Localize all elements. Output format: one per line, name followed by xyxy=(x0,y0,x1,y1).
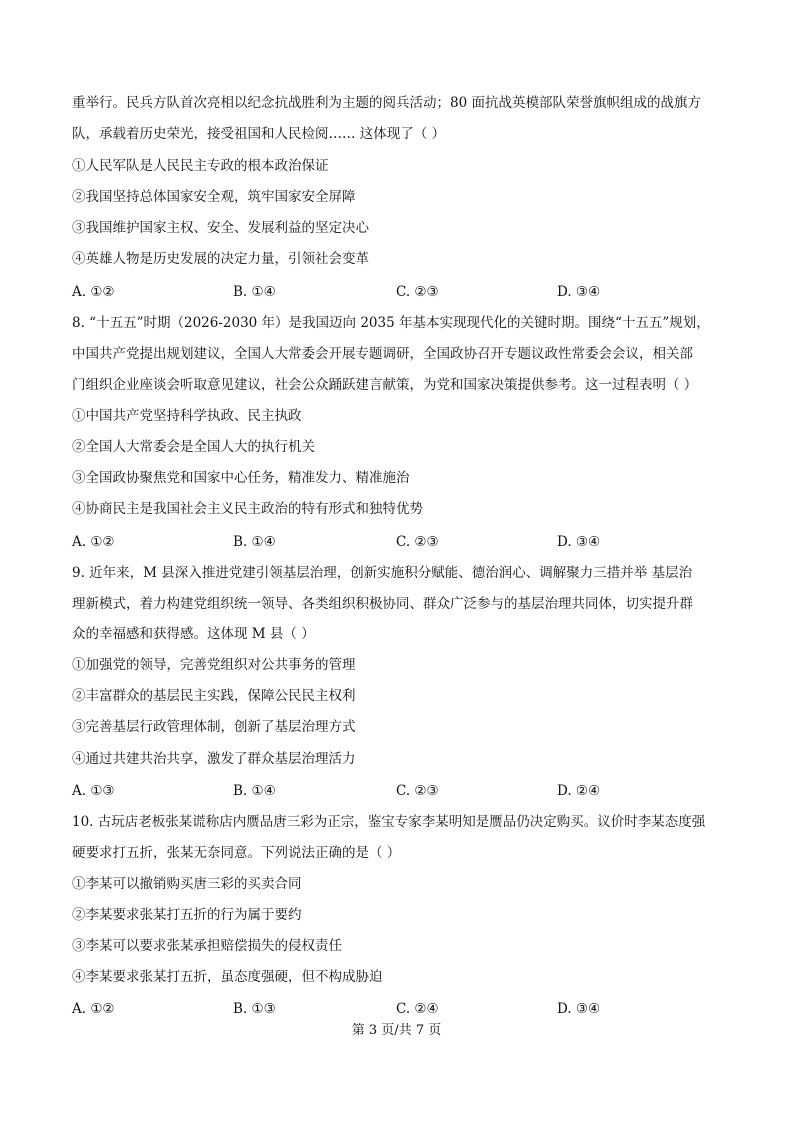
q10-statement-3: ③李某可以要求张某承担赔偿损失的侵权责任 xyxy=(72,938,342,954)
q9-stem-line-2: 理新模式，着力构建党组织统一领导、各类组织积极协同、群众广泛参与的基层治理共同体，切实提升群 xyxy=(72,596,693,612)
q10-statement-4: ④李某要求张某打五折，虽态度强硬，但不构成胁迫 xyxy=(72,969,383,985)
q10-statement-1: ①李某可以撤销购买唐三彩的买卖合同 xyxy=(72,876,302,892)
q8-statement-1: ①中国共产党坚持科学执政、民主执政 xyxy=(72,408,302,424)
q10-option-c: C. ②④ xyxy=(396,1001,439,1017)
q9-statement-4: ④通过共建共治共享，激发了群众基层治理活力 xyxy=(72,751,356,767)
q9-stem-line-1: 9. 近年来，M 县深入推进党建引领基层治理，创新实施积分赋能、德治润心、调解聚力三措并举 基层治 xyxy=(72,565,693,581)
q9-option-b: B. ①④ xyxy=(233,783,276,799)
q7-stem-line-1: 重举行。民兵方队首次亮相以纪念抗战胜利为主题的阅兵活动；80 面抗战英模部队荣誉旗帜组成的战旗方 xyxy=(72,95,701,111)
q10-option-d: D. ③④ xyxy=(557,1001,601,1017)
q10-stem-line-1: 10. 古玩店老板张某谎称店内赝品唐三彩为正宗，鉴宝专家李某明知是赝品仍决定购买。议价时李某态度强 xyxy=(72,814,706,830)
q8-stem-line-1: 8. “十五五”时期（2026-2030 年）是我国迈向 2035 年基本实现现代化的关键时期。围绕“十五五”规划， xyxy=(72,315,710,331)
q7-stem-line-2: 队，承载着历史荣光，接受祖国和人民检阅…… 这体现了（ ） xyxy=(72,126,446,142)
q10-stem-line-2: 硬要求打五折，张某无奈同意。下列说法正确的是（ ） xyxy=(72,845,401,861)
q9-option-d: D. ②④ xyxy=(557,783,601,799)
q7-option-d: D. ③④ xyxy=(557,284,601,300)
q9-stem-line-3: 众的幸福感和获得感。这体现 M 县（ ） xyxy=(72,626,315,642)
q8-stem-line-2: 中国共产党提出规划建议，全国人大常委会开展专题调研，全国政协召开专题议政性常委会会议，相关部 xyxy=(72,346,693,362)
q10-statement-2: ②李某要求张某打五折的行为属于要约 xyxy=(72,907,302,923)
q7-option-b: B. ①④ xyxy=(233,284,276,300)
q9-statement-3: ③完善基层行政管理体制，创新了基层治理方式 xyxy=(72,719,356,735)
q7-statement-1: ①人民军队是人民民主专政的根本政治保证 xyxy=(72,158,329,174)
q10-option-a: A. ①② xyxy=(72,1001,115,1017)
q8-option-b: B. ①④ xyxy=(233,534,276,550)
q9-statement-2: ②丰富群众的基层民主实践，保障公民民主权利 xyxy=(72,688,356,704)
q9-option-a: A. ①③ xyxy=(72,783,115,799)
q7-option-c: C. ②③ xyxy=(396,284,439,300)
page-number-footer: 第 3 页/共 7 页 xyxy=(351,1023,442,1038)
q9-statement-1: ①加强党的领导，完善党组织对公共事务的管理 xyxy=(72,657,356,673)
q7-statement-3: ③我国维护国家主权、安全、发展利益的坚定决心 xyxy=(72,220,369,236)
q10-option-b: B. ①③ xyxy=(233,1001,276,1017)
q8-statement-3: ③全国政协聚焦党和国家中心任务，精准发力、精准施治 xyxy=(72,470,410,486)
q7-statement-4: ④英雄人物是历史发展的决定力量，引领社会变革 xyxy=(72,251,369,267)
q8-stem-line-3: 门组织企业座谈会听取意见建议，社会公众踊跃建言献策，为党和国家决策提供参考。这一过程表明（ ） xyxy=(72,377,698,393)
q8-statement-2: ②全国人大常委会是全国人大的执行机关 xyxy=(72,439,315,455)
q8-option-c: C. ②③ xyxy=(396,534,439,550)
q8-statement-4: ④协商民主是我国社会主义民主政治的特有形式和独特优势 xyxy=(72,501,423,517)
q8-option-d: D. ③④ xyxy=(557,534,601,550)
q9-option-c: C. ②③ xyxy=(396,783,439,799)
q7-statement-2: ②我国坚持总体国家安全观，筑牢国家安全屏障 xyxy=(72,189,356,205)
q8-option-a: A. ①② xyxy=(72,534,115,550)
q7-option-a: A. ①② xyxy=(72,284,115,300)
